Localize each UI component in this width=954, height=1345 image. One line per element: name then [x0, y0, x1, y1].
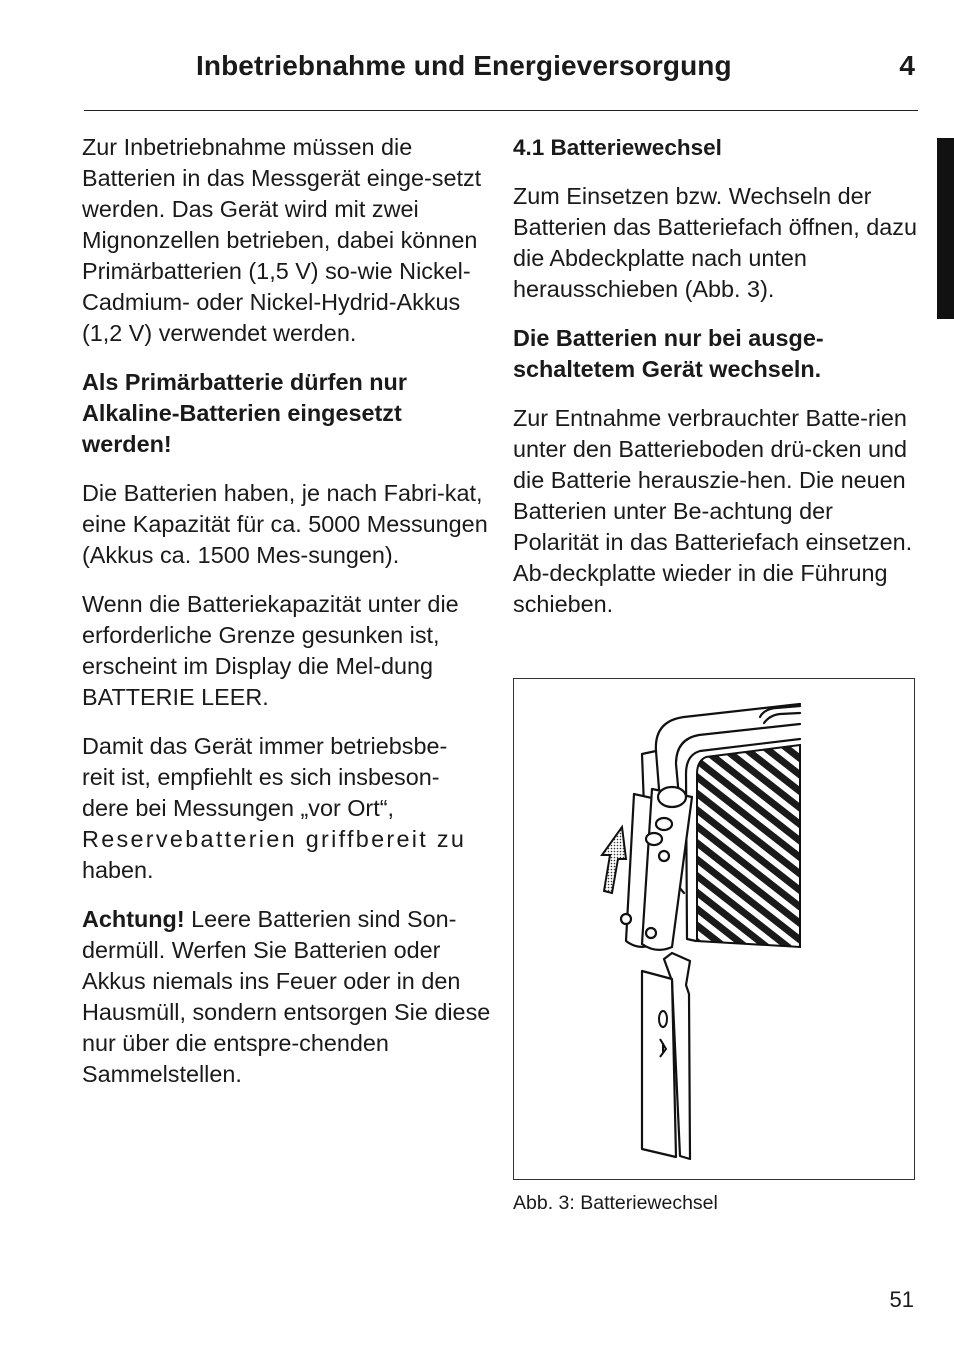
disposal-text: Leere Batterien sind Son-dermüll. Werfen Sie Batterien oder Akkus niemals ins Feuer oder in den Hausmüll, sondern entsorgen Sie diese nur über die entspre-chenden Sammelstellen. [82, 906, 491, 1087]
spare-line-3: dere bei Messungen „vor Ort“, [82, 795, 395, 821]
page-number: 51 [889, 1287, 914, 1312]
page-header [84, 50, 918, 111]
battery-change-illustration [514, 679, 915, 1180]
insert-arrow-icon [602, 827, 626, 893]
spare-battery-paragraph [82, 731, 492, 886]
intro-paragraph: Zur Inbetriebnahme müssen die Batterien in das Messgerät einge-setzt werden. Das Gerät wird mit zwei Mignonzellen betrieben, dabei können Primärbatterien (1,5 V) so-wie Nickel-Cadmium- oder Nickel-Hydrid-Akkus (1,2 V) verwendet werden. [82, 134, 482, 346]
open-compartment-paragraph: Zum Einsetzen bzw. Wechseln der Batterien das Batteriefach öffnen, dazu die Abdeckplatte nach unten herausschieben (Abb. 3). [513, 183, 917, 302]
spare-line-5: haben. [82, 857, 154, 883]
battery-right [642, 789, 692, 950]
spare-line-4: Reservebatterien griffbereit zu [82, 826, 467, 852]
capacity-paragraph: Die Batterien haben, je nach Fabri-kat, eine Kapazität für ca. 5000 Messungen (Akkus ca. 1500 Mes-sungen). [82, 480, 488, 568]
cover-plate [642, 971, 676, 1157]
figure-battery-change [513, 678, 915, 1180]
section-heading: 4.1 Batteriewechsel [513, 135, 722, 160]
disposal-paragraph [82, 904, 492, 1090]
figure-caption: Abb. 3: Batteriewechsel [513, 1192, 718, 1214]
right-column [513, 132, 918, 638]
battery-compartment [697, 745, 800, 947]
spare-line-1: Damit das Gerät immer betriebsbe- [82, 733, 448, 759]
chapter-thumb-tab [937, 138, 954, 319]
chapter-number: 4 [899, 50, 915, 81]
chapter-title: Inbetriebnahme und Energieversorgung [196, 50, 732, 81]
alkaline-warning: Als Primärbatterie dürfen nur Alkaline-Batterien eingesetzt werden! [82, 369, 407, 457]
left-column [82, 132, 492, 1108]
switch-off-warning: Die Batterien nur bei ausge-schaltetem Gerät wechseln. [513, 325, 824, 382]
spare-line-2: reit ist, empfiehlt es sich insbeson- [82, 764, 440, 790]
attention-label: Achtung! [82, 906, 185, 932]
low-battery-paragraph: Wenn die Batteriekapazität unter die erforderliche Grenze gesunken ist, erscheint im Display die Mel-dung BATTERIE LEER. [82, 591, 459, 710]
replace-paragraph: Zur Entnahme verbrauchter Batte-rien unter den Batterieboden drü-cken und die Batterie herauszie-hen. Die neuen Batterien unter Be-achtung der Polarität in das Batteriefach einsetzen. Ab-deckplatte wieder in die Führung schieben. [513, 405, 913, 617]
